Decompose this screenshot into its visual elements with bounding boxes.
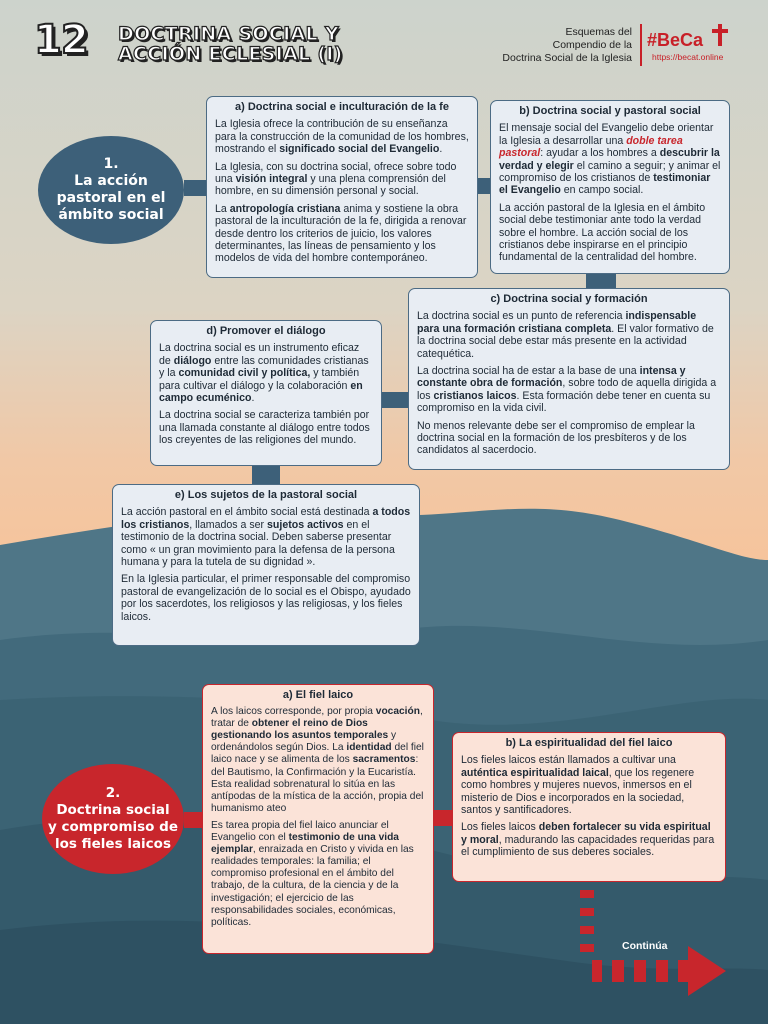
connector-a2-b2 — [432, 810, 452, 826]
page-title-line1: DOCTRINA SOCIAL Y — [118, 23, 339, 45]
brand-url-link[interactable]: https://becat.online — [652, 52, 724, 62]
box-paragraph: La Iglesia, con su doctrina social, ofrece sobre todo una visión integral y una plena comprensión del hombre, en su dimensión personal y social. — [215, 160, 457, 198]
sheet-number: 12 — [34, 17, 88, 63]
section1-label — [38, 136, 184, 244]
continue-dash — [634, 960, 646, 982]
arrow-right-icon[interactable] — [688, 946, 728, 996]
page-title-line2: ACCIÓN ECLESIAL (I) — [118, 43, 343, 65]
section2-line1: Doctrina social — [56, 802, 170, 818]
box-paragraph: La acción pastoral de la Iglesia en el ámbito social debe testimoniar ante todo la verdad sobre el hombre. La acción social de los cristianos debe inspirarse en el principio fundamental de la centralidad del hombre. — [499, 201, 706, 264]
section2-number: 2. — [105, 785, 121, 801]
box-paragraph: La doctrina social se caracteriza también por una llamada constante al diálogo entre todos los creyentes de las religiones del mundo. — [159, 409, 370, 447]
section1-line3: ámbito social — [58, 207, 164, 223]
continue-dash — [656, 960, 668, 982]
box-paragraph: Es tarea propia del fiel laico anunciar el Evangelio con el testimonio de una vida ejemplar, enraizada en Cristo y vivida en las realidades temporales: la familia; el compromiso profesional en el ámbito del trabajo, de la cultura, de la ciencia y de la investigación; el ejercicio de las responsabilidades sociales, económicas, políticas. — [211, 819, 414, 928]
connector-d-c — [382, 392, 410, 408]
continue-dash — [580, 944, 594, 952]
section2-line2: y compromiso de — [48, 819, 178, 835]
box-fiel-laico — [202, 684, 434, 954]
section2-line3: los fieles laicos — [55, 836, 171, 852]
box-title: c) Doctrina social y formación — [490, 293, 648, 305]
source-line1: Esquemas del — [565, 26, 632, 38]
continue-dash — [592, 960, 602, 982]
continue-dash — [580, 890, 594, 898]
connector-d-e — [252, 466, 280, 486]
box-title: e) Los sujetos de la pastoral social — [174, 489, 358, 501]
box-paragraph: La doctrina social es un instrumento eficaz de diálogo entre las comunidades cristianas y la comunidad civil y política, y también para cultivar el diálogo y la colaboración en campo ecuménico. — [159, 342, 369, 405]
page-title — [118, 24, 378, 64]
box-title: d) Promover el diálogo — [206, 325, 326, 337]
box-paragraph: No menos relevante debe ser el compromiso de emplear la doctrina social en la formación de los presbíteros y de los candidatos al sacerdocio. — [417, 419, 695, 457]
box-paragraph: La doctrina social ha de estar a la base de una intensa y constante obra de formación, sobre todo de aquella dirigida a los cristianos laicos. Esta formación debe tener en cuenta su compromiso en la vida civil. — [417, 365, 717, 415]
section1-number: 1. — [103, 156, 119, 172]
section2-label — [42, 764, 184, 874]
box-paragraph: En la Iglesia particular, el primer responsable del compromiso pastoral de evangelización de lo social es el Obispo, ayudado por los sacerdotes, los religiosos y las religiosas, y los fieles laicos. — [121, 573, 411, 623]
box-espiritualidad — [452, 732, 726, 882]
box-paragraph: A los laicos corresponde, por propia vocación, tratar de obtener el reino de Dios gestionando los asuntos temporales y ordenándolos según Dios. La identidad del fiel laico nace y se alimenta de los sacramentos: del Bautismo, la Confirmación y la Eucaristía. Esta realidad sobrenatural lo sitúa en las antípodas de la mística de la acción, propia del humanismo ateo — [211, 706, 424, 814]
box-title: b) Doctrina social y pastoral social — [519, 105, 701, 117]
box-title: a) El fiel laico — [282, 689, 354, 701]
continue-dash — [678, 960, 688, 982]
box-sujetos — [112, 484, 420, 646]
section1-line2: pastoral en el — [56, 190, 166, 206]
connector-oval2-a2 — [184, 812, 204, 828]
source-line3: Doctrina Social de la Iglesia — [502, 52, 632, 64]
continue-dash — [580, 926, 594, 934]
brand-logo: #BeCa — [647, 30, 704, 50]
connector-oval-a — [184, 180, 208, 196]
box-dialogo — [150, 320, 382, 466]
continue-dash — [612, 960, 624, 982]
box-paragraph: La doctrina social es un punto de referencia indispensable para una formación cristiana completa. El valor formativo de la doctrina social debe estar más presente en la actividad catequética. — [417, 310, 714, 360]
box-paragraph: La acción pastoral en el ámbito social está destinada a todos los cristianos, llamados a ser sujetos activos en el testimonio de la doctrina social. Deben saberse presentar como « un gran movimiento para la defensa de la persona humana y para la tutela de su dignidad ». — [121, 506, 411, 569]
box-paragraph: La Iglesia ofrece la contribución de su enseñanza para la construcción de la comunidad de los hombres, mostrando el significado social del Evangelio. — [215, 118, 469, 156]
box-pastoral-social — [490, 100, 730, 274]
cross-icon — [712, 24, 728, 46]
box-formacion — [408, 288, 730, 470]
section1-line1: La acción — [74, 173, 148, 189]
box-doctrina-inculturacion — [206, 96, 478, 278]
box-paragraph: Los fieles laicos deben fortalecer su vida espiritual y moral, madurando las capacidades requeridas para el cumplimiento de sus deberes sociales. — [461, 821, 715, 859]
continue-dash — [580, 908, 594, 916]
box-paragraph: El mensaje social del Evangelio debe orientar la Iglesia a desarrollar una doble tarea pastoral: ayudar a los hombres a descubrir la verdad y elegir el camino a seguir; y animar el compromiso de los cristianos de testimoniar el Evangelio en campo social. — [499, 122, 721, 197]
box-title: b) La espiritualidad del fiel laico — [505, 737, 673, 749]
continue-link[interactable]: Continúa — [622, 940, 668, 952]
header-divider — [640, 24, 642, 66]
box-title: a) Doctrina social e inculturación de la fe — [235, 101, 449, 113]
box-paragraph: Los fieles laicos están llamados a cultivar una auténtica espiritualidad laical, que los regenere como hombres y mujeres nuevos, inmersos en el misterio de Dios e incorporados en la sociedad, santos y santificadores. — [461, 754, 695, 817]
source-caption — [490, 26, 632, 65]
box-paragraph: La antropología cristiana anima y sostiene la obra pastoral de la inculturación de la fe, dirigida a renovar desde dentro los criterios de juicio, los valores determinantes, las líneas de pensamiento y los modelos de vida del hombre contemporáneo. — [215, 202, 467, 265]
source-line2: Compendio de la — [552, 39, 632, 51]
